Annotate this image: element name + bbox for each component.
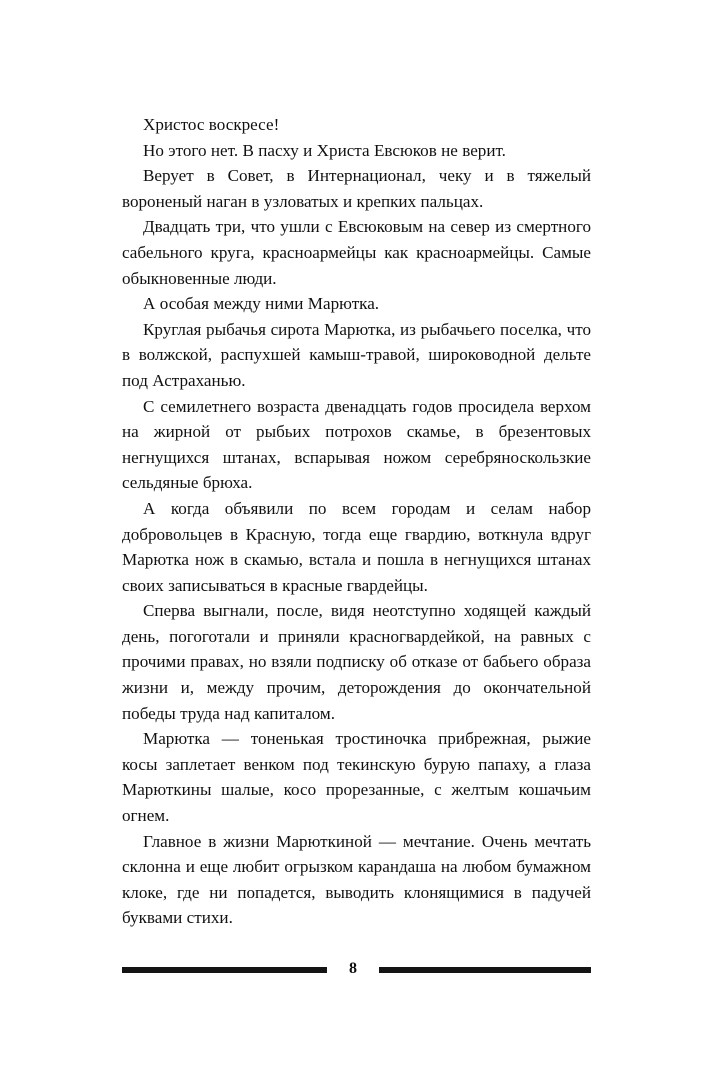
paragraph: Круглая рыбачья сирота Марютка, из рыбачьего поселка, что в волжской, распухшей камыш-травой, широководной дельте под Астраханью. — [122, 319, 591, 390]
paragraph: Христос воскресе! — [143, 115, 280, 134]
page-footer — [122, 957, 591, 983]
paragraph: С семилетнего возраста двенадцать годов просидела верхом на жирной от рыбьих потрохов скамье, в брезентовых негнущихся штанах, вспарывая ножом серебряноскользкие сельдяные брюха. — [122, 396, 591, 493]
paragraph: Двадцать три, что ушли с Евсюковым на север из смертного сабельного круга, красноармейцы как красноармейцы. Самые обыкновенные люди. — [122, 217, 591, 288]
paragraph: Верует в Совет, в Интернационал, чеку и в тяжелый вороненый наган в узловатых и крепких пальцах. — [122, 166, 591, 211]
paragraph: А особая между ними Марютка. — [143, 294, 380, 314]
page-number: 8 — [349, 960, 357, 977]
page-text-body — [122, 112, 591, 931]
paragraph: Сперва выгнали, после, видя неотступно ходящей каждый день, погоготали и приняли красногвардейкой, на равных с прочими правах, но взяли подписку об отказе от бабьего образа жизни и, между прочим, деторождения до окончательной победы труда над капиталом. — [122, 601, 591, 723]
paragraph: А когда объявили по всем городам и селам набор добровольцев в Красную, тогда еще гвардию, воткнула вдруг Марютка нож в скамью, встала и пошла в негнущихся штанах своих записываться в красные гвардейцы. — [122, 498, 591, 595]
footer-rule-left — [122, 967, 327, 973]
paragraph: Но этого нет. В пасху и Христа Евсюков не верит. — [143, 140, 506, 160]
paragraph: Марютка — тоненькая тростиночка прибрежная, рыжие косы заплетает венком под текинскую бурую папаху, а глаза Марюткины шалые, косо прорезанные, с желтым кошачьим огнем. — [122, 729, 591, 826]
footer-rule-right — [379, 967, 591, 973]
paragraph: Главное в жизни Марюткиной — мечтание. Очень мечтать склонна и еще любит огрызком карандаша на любом бумажном клоке, где ни попадется, выводить клонящимися в падучей буквами стихи. — [122, 831, 591, 928]
